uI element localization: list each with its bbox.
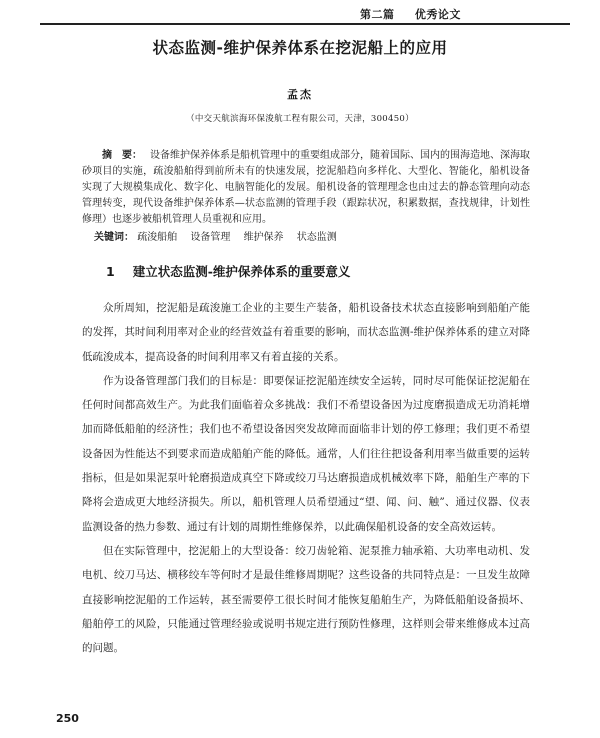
section-title: 建立状态监测-维护保养体系的重要意义 <box>132 264 351 279</box>
author-affiliation: （中交天航滨海环保浚航工程有限公司，天津，300450） <box>186 114 414 124</box>
section-number: 1 <box>106 264 115 279</box>
header-part: 第二篇 <box>360 8 395 21</box>
paragraph: 作为设备管理部门我们的目标是：即要保证挖泥船连续安全运转，同时尽可能保证挖泥船在任何时间都高效生产。为此我们面临着众多挑战：我们不希望设备因为过度磨损造成无功消耗增加而降低船舶的经济性；我们也不希望设备因突发故障而面临非计划的停工修理；我们更不希望设备因为性能达不到要求而造成船舶产能的降低。通常，人们往往把设备利用率当做重要的运转指标，但是如果泥泵叶轮磨损造成真空下降或绞刀马达磨损造成机械效率下降，船舶生产率的下降将会造成更大地经济损失。所以，船机管理人员希望通过“望、闻、问、触”、通过仪器、仪表监测设备的热力参数、通过有计划的周期性维修保养，以此确保船机设备的安全高效运转。 <box>82 374 530 533</box>
keyword: 状态监测 <box>296 232 337 243</box>
paragraph: 但在实际管理中，挖泥船上的大型设备：绞刀齿轮箱、泥泵推力轴承箱、大功率电动机、发电机、绞刀马达、横移绞车等何时才是最佳维修周期呢？这些设备的共同特点是：一旦发生故障直接影响挖泥船的工作运转，甚至需要停工很长时间才能恢复船舶生产，为降低船舶设备损坏、船舶停工的风险，只能通过管理经验或说明书规定进行预防性修理，这样则会带来维修成本过高的问题。 <box>82 544 530 655</box>
header-category: 优秀论文 <box>414 8 461 21</box>
body-text <box>82 296 530 660</box>
abstract <box>82 148 530 228</box>
keywords <box>82 230 530 246</box>
header-rule <box>40 23 570 25</box>
paragraph: 众所周知，挖泥船是疏浚施工企业的主要生产装备，船机设备技术状态直接影响到船舶产能的发挥，其时间利用率对企业的经营效益有着重要的影响，而状态监测-维护保养体系的建立对降低疏浚成本，提高设备的时间利用率又有着直接的关系。 <box>82 302 530 363</box>
keyword: 设备管理 <box>190 232 231 243</box>
page-number: 250 <box>56 712 79 725</box>
section-heading <box>106 262 526 280</box>
paper-title: 状态监测-维护保养体系在挖泥船上的应用 <box>152 39 448 57</box>
keywords-label: 关键词： <box>94 232 134 243</box>
abstract-label: 摘 要： <box>102 150 142 161</box>
abstract-text: 设备维护保养体系是船机管理中的重要组成部分，随着国际、国内的围海造地、深海取砂项目的实施，疏浚船舶得到前所未有的快速发展，挖泥船趋向多样化、大型化、智能化，船机设备实现了大规模集成化、数字化、电脑智能化的发展。船机设备的管理理念也由过去的静态管理向动态管理转变，现代设备维护保养体系—状态监测的管理手段（跟踪状况，积累数据，查找规律，计划性修理）也逐步被船机管理人员重视和应用。 <box>82 150 530 225</box>
keyword: 疏浚船舶 <box>137 232 178 243</box>
keyword: 维护保养 <box>243 232 284 243</box>
author-name: 孟杰 <box>287 88 313 101</box>
